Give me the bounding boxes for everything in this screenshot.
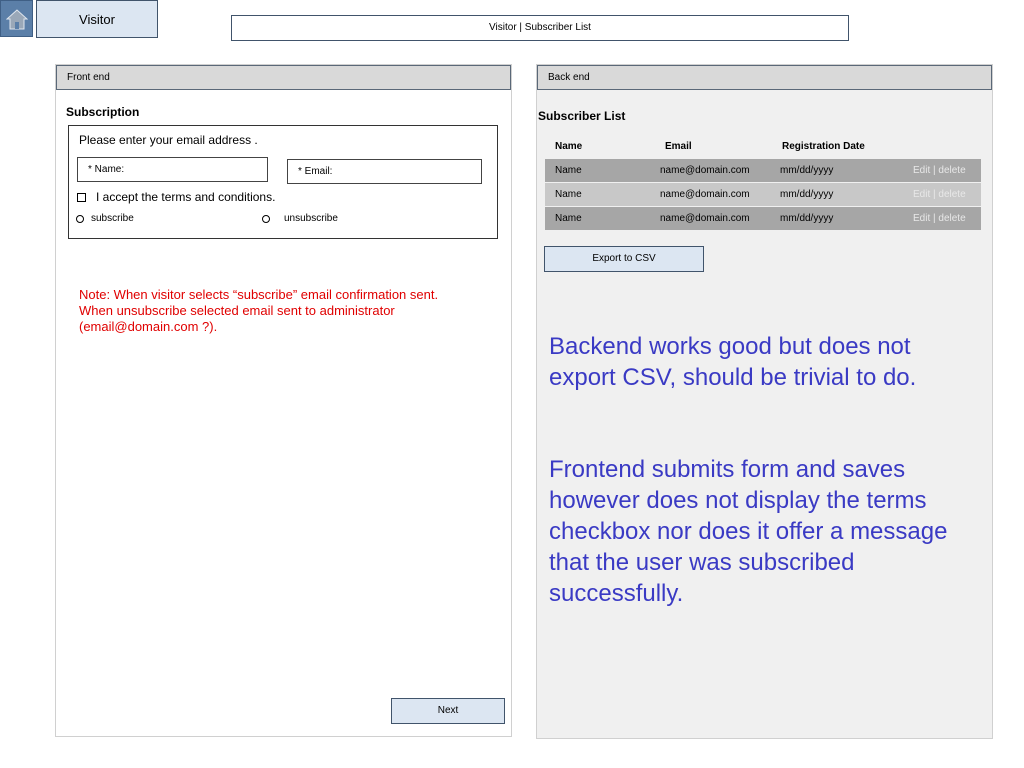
table-row: [545, 159, 981, 182]
form-prompt: Please enter your email address .: [79, 133, 258, 147]
row-name: Name: [555, 213, 582, 224]
row-name: Name: [555, 165, 582, 176]
next-button[interactable]: Next: [391, 698, 505, 724]
row-email: name@domain.com: [660, 189, 750, 200]
row-date: mm/dd/yyyy: [780, 189, 834, 200]
note-line-3: (email@domain.com ?).: [79, 319, 218, 334]
note-line-2: When unsubscribe selected email sent to administrator: [79, 303, 395, 318]
subscribe-radio[interactable]: [76, 215, 84, 223]
name-field[interactable]: * Name:: [77, 157, 268, 182]
email-field[interactable]: * Email:: [287, 159, 482, 184]
column-header-name: Name: [555, 141, 583, 152]
unsubscribe-radio[interactable]: [262, 215, 270, 223]
frontend-panel: [55, 64, 512, 737]
row-date: mm/dd/yyyy: [780, 213, 834, 224]
frontend-note: [79, 287, 499, 335]
row-edit-delete-link[interactable]: Edit | delete: [913, 213, 966, 224]
column-header-date: Registration Date: [782, 141, 865, 152]
row-edit-delete-link[interactable]: Edit | delete: [913, 189, 966, 200]
row-email: name@domain.com: [660, 213, 750, 224]
row-edit-delete-link[interactable]: Edit | delete: [913, 165, 966, 176]
page-title: Visitor | Subscriber List: [231, 15, 849, 41]
frontend-annotation: Frontend submits form and saves however does not display the terms checkbox nor does it offer a message that the user was subscribed successfully.: [549, 456, 948, 607]
column-header-email: Email: [665, 141, 692, 152]
backend-panel: [536, 64, 993, 739]
terms-label: I accept the terms and conditions.: [96, 190, 276, 204]
subscription-form: [68, 125, 498, 239]
note-line-1: Note: When visitor selects “subscribe” email confirmation sent.: [79, 287, 439, 302]
home-icon: [6, 8, 28, 30]
frontend-header: Front end: [56, 65, 511, 90]
row-name: Name: [555, 189, 582, 200]
visitor-tab[interactable]: Visitor: [36, 0, 158, 38]
terms-checkbox[interactable]: [77, 193, 86, 202]
table-row: [545, 183, 981, 206]
home-button[interactable]: [0, 0, 33, 37]
row-date: mm/dd/yyyy: [780, 165, 834, 176]
table-row: [545, 207, 981, 230]
subscribe-label: subscribe: [91, 213, 134, 224]
backend-annotation: Backend works good but does not export CSV, should be trivial to do.: [549, 333, 917, 391]
row-email: name@domain.com: [660, 165, 750, 176]
export-csv-button[interactable]: Export to CSV: [544, 246, 704, 272]
unsubscribe-label: unsubscribe: [284, 213, 338, 224]
subscription-title: Subscription: [66, 105, 140, 119]
subscriber-list-title: Subscriber List: [538, 109, 626, 123]
backend-header: Back end: [537, 65, 992, 90]
